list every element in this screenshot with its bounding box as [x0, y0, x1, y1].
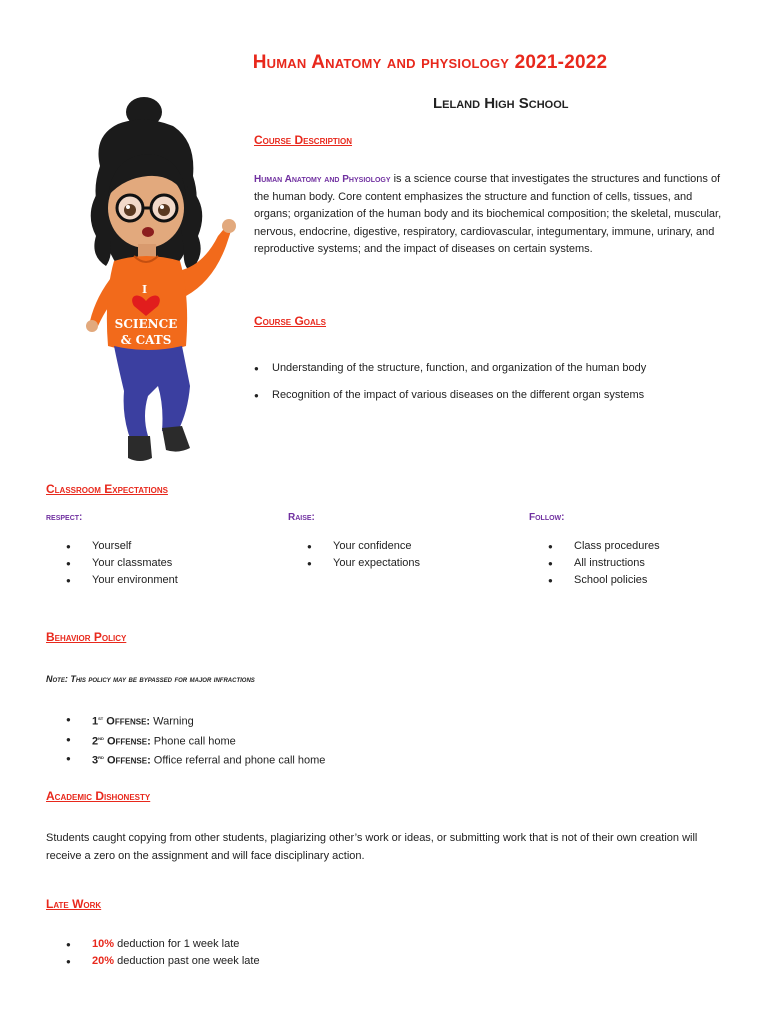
list-item: ● Your confidence	[307, 538, 420, 555]
late-work-heading: Late Work	[46, 897, 102, 911]
behavior-policy-note: Note: This policy may be bypassed for major infractions	[46, 674, 255, 684]
shirt-text-cats: & CATS	[120, 333, 172, 347]
list-item: ● 1st Offense: Warning	[66, 711, 325, 731]
behavior-policy-list	[66, 711, 325, 770]
respect-label: respect:	[46, 512, 83, 523]
respect-list	[66, 538, 178, 589]
document-title: Human Anatomy and physiology 2021-2022	[252, 52, 608, 73]
list-item: ● Your expectations	[307, 555, 420, 572]
course-goals-heading: Course Goals	[254, 314, 327, 328]
follow-label: Follow:	[529, 512, 565, 523]
list-item: ● Recognition of the impact of various diseases on the different organ systems	[254, 382, 714, 409]
list-item: ● School policies	[548, 572, 660, 589]
course-description-body: is a science course that investigates the structures and functions of the human body. Core content emphasizes the structure and function of cells, tissues, and organs; organization of the human body and its biochemical composition; the skeletal, muscular, nervous, endocrine, digestive, respiratory, cardiovascular, integumentary, immune, urinary, and reproductive systems; and the impact of diseases on certain systems.	[254, 173, 722, 255]
raise-list	[307, 538, 420, 572]
list-item: ● Your classmates	[66, 555, 178, 572]
list-item: ● 2nd Offense: Phone call home	[66, 731, 325, 751]
course-description-heading: Course Description	[254, 133, 353, 147]
list-item: ● All instructions	[548, 555, 660, 572]
course-goals-list	[254, 355, 714, 409]
academic-dishonesty-heading: Academic Dishonesty	[46, 789, 151, 803]
list-item: ● Class procedures	[548, 538, 660, 555]
course-name-highlight: Human Anatomy and Physiology	[254, 174, 391, 185]
shirt-text-science: SCIENCE	[114, 317, 178, 331]
behavior-policy-heading: Behavior Policy	[46, 630, 127, 644]
avatar-illustration	[78, 96, 238, 471]
shirt-text-i: I	[142, 283, 148, 296]
list-item: ● Understanding of the structure, function, and organization of the human body	[254, 355, 714, 382]
list-item: ● 10% deduction for 1 week late	[66, 936, 260, 953]
list-item: ● 3rd Offense: Office referral and phone call home	[66, 750, 325, 770]
list-item: ● 20% deduction past one week late	[66, 953, 260, 970]
raise-label: Raise:	[288, 512, 315, 523]
follow-list	[548, 538, 660, 589]
course-description-text	[254, 171, 724, 259]
list-item: ● Your environment	[66, 572, 178, 589]
school-name: Leland High School	[433, 95, 569, 112]
classroom-expectations-heading: Classroom Expectations	[46, 482, 168, 496]
list-item: ● Yourself	[66, 538, 178, 555]
academic-dishonesty-text: Students caught copying from other students, plagiarizing other’s work or ideas, or submitting work that is not of their own creation will receive a zero on the assignment and will face disciplinary action.	[46, 832, 698, 862]
late-work-list	[66, 936, 260, 970]
